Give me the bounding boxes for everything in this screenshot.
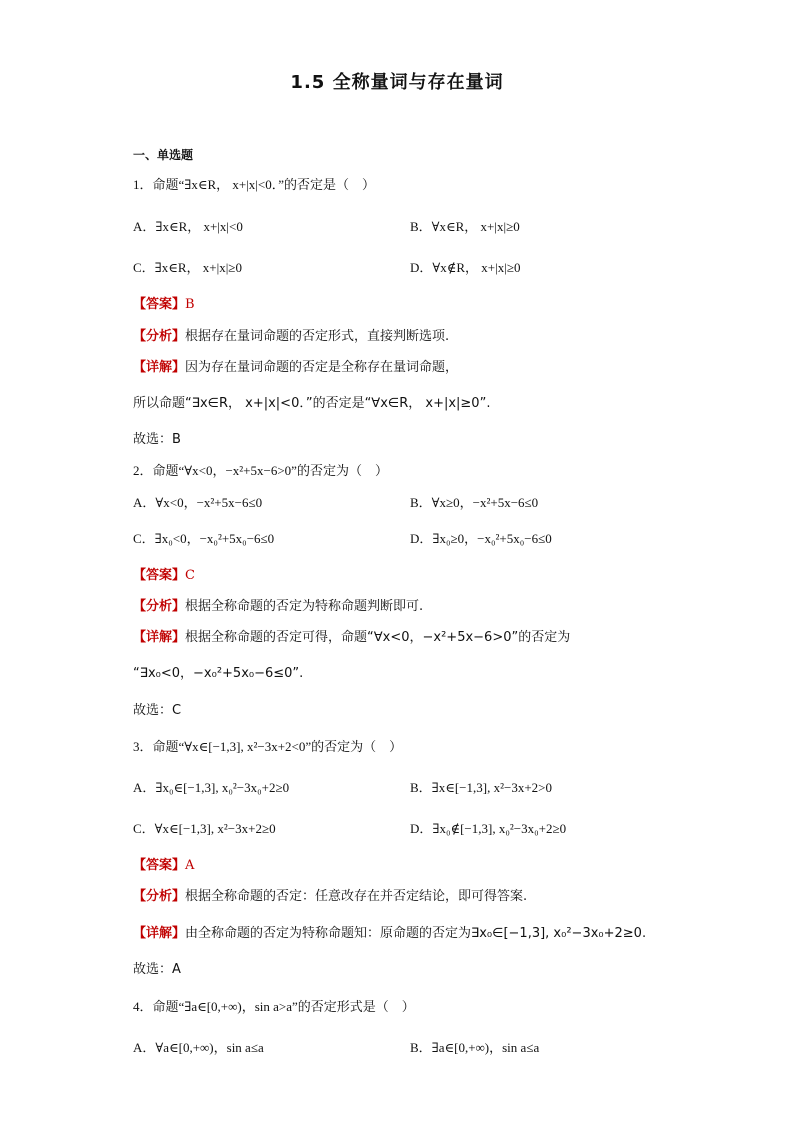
question-2-option-d: D．∃x₀≥0，−x₀²+5x₀−6≤0 — [410, 531, 552, 546]
analysis-text: 根据全称命题的否定为特称命题判断即可. — [185, 599, 424, 614]
question-2-detail-continued: “∃x₀<0，−x₀²+5x₀−6≤0”. — [133, 666, 304, 681]
detail-tag: 【详解】 — [133, 360, 186, 375]
question-2-option-b: B．∀x≥0，−x²+5x−6≤0 — [410, 495, 539, 510]
question-4-option-b: B．∃a∈[0,+∞)，sin a≤a — [410, 1040, 540, 1055]
question-3-option-a: A．∃x₀∈[−1,3], x₀²−3x₀+2≥0 — [133, 780, 290, 795]
question-2-answer — [133, 567, 195, 585]
question-2-stem: 2．命题“∀x<0，−x²+5x−6>0”的否定为（ ） — [133, 463, 388, 478]
question-2-choose: 故选：C — [133, 703, 182, 718]
question-3-option-d: D．∃x₀∉[−1,3], x₀²−3x₀+2≥0 — [410, 821, 567, 836]
analysis-tag: 【分析】 — [133, 329, 186, 344]
question-3-option-c: C．∀x∈[−1,3], x²−3x+2≥0 — [133, 821, 276, 836]
question-1-option-d: D．∀x∉R， x+|x|≥0 — [410, 260, 521, 275]
question-3-answer — [133, 857, 194, 875]
answer-value: C — [185, 568, 195, 583]
question-4-option-a: A．∀a∈[0,+∞)，sin a≤a — [133, 1040, 264, 1055]
detail-text: 因为存在量词命题的否定是全称存在量词命题， — [185, 360, 459, 375]
detail-text: 由全称命题的否定为特称命题知：原命题的否定为∃x₀∈[−1,3], x₀²−3x₀+2≥0. — [185, 926, 647, 941]
question-1-analysis — [133, 328, 449, 346]
question-3-choose: 故选：A — [133, 962, 181, 977]
analysis-text: 根据存在量词命题的否定形式，直接判断选项. — [185, 329, 450, 344]
question-3-stem: 3．命题“∀x∈[−1,3], x²−3x+2<0”的否定为（ ） — [133, 739, 403, 754]
detail-text: 根据全称命题的否定可得，命题“∀x<0，−x²+5x−6>0”的否定为 — [185, 630, 571, 645]
question-1-choose: 故选：B — [133, 432, 181, 447]
answer-tag: 【答案】 — [133, 858, 186, 873]
analysis-text: 根据全称命题的否定：任意改存在并否定结论，即可得答案. — [185, 889, 528, 904]
question-1-stem: 1．命题“∃x∈R， x+|x|<0．”的否定是（ ） — [133, 177, 376, 192]
detail-tag: 【详解】 — [133, 630, 186, 645]
analysis-tag: 【分析】 — [133, 889, 186, 904]
question-3-detail — [133, 925, 646, 943]
question-1-option-c: C．∃x∈R， x+|x|≥0 — [133, 260, 242, 275]
analysis-tag: 【分析】 — [133, 599, 186, 614]
question-3-analysis — [133, 888, 527, 906]
question-2-option-a: A．∀x<0，−x²+5x−6≤0 — [133, 495, 263, 510]
question-1-detail-continued: 所以命题“∃x∈R， x+|x|<0．”的否定是“∀x∈R， x+|x|≥0”. — [133, 396, 491, 411]
answer-tag: 【答案】 — [133, 568, 186, 583]
question-1-option-a: A．∃x∈R， x+|x|<0 — [133, 219, 243, 234]
question-1-answer — [133, 296, 195, 314]
answer-value: B — [185, 297, 195, 312]
question-2-option-c: C．∃x₀<0，−x₀²+5x₀−6≤0 — [133, 531, 275, 546]
answer-value: A — [185, 858, 195, 873]
question-4-stem: 4．命题“∃a∈[0,+∞)，sin a>a”的否定形式是（ ） — [133, 999, 415, 1014]
page-title: 1.5 全称量词与存在量词 — [290, 72, 504, 93]
detail-tag: 【详解】 — [133, 926, 186, 941]
question-3-option-b: B．∃x∈[−1,3], x²−3x+2>0 — [410, 780, 552, 795]
section-heading: 一、单选题 — [133, 148, 194, 162]
question-1-detail — [133, 359, 458, 377]
question-1-option-b: B．∀x∈R， x+|x|≥0 — [410, 219, 520, 234]
question-2-detail — [133, 629, 570, 647]
question-2-analysis — [133, 598, 423, 616]
answer-tag: 【答案】 — [133, 297, 186, 312]
